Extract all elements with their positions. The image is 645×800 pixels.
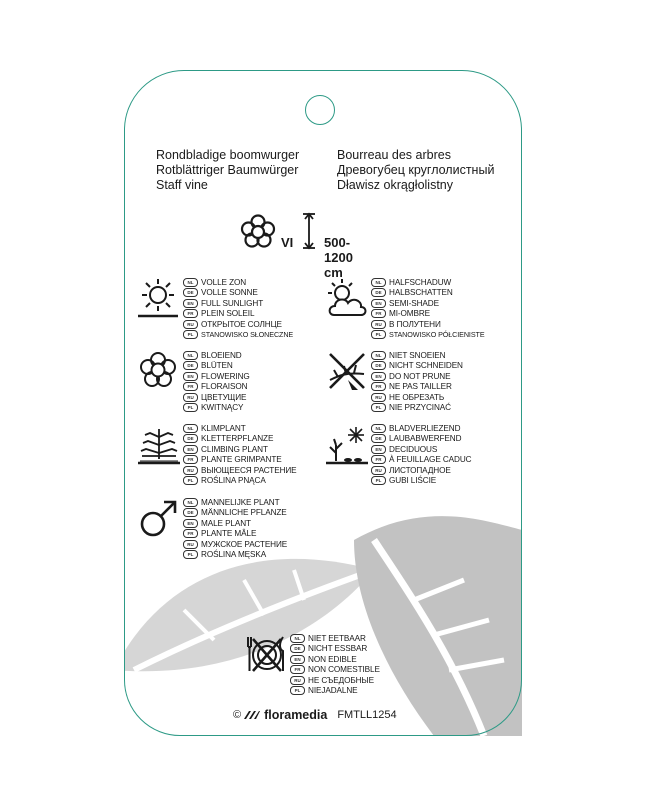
lang-code: PL xyxy=(183,403,198,412)
lang-code: DE xyxy=(183,288,198,297)
noteat-de: NICHT ESSBAR xyxy=(308,644,368,654)
footer xyxy=(233,708,397,722)
halfshade-fr: MI-OMBRE xyxy=(389,309,431,319)
name-nl: Rondbladige boomwurger xyxy=(156,148,300,162)
lang-code: FR xyxy=(183,309,198,318)
lang-code: NL xyxy=(371,351,386,360)
lang-code: NL xyxy=(371,424,386,433)
height-arrow-icon xyxy=(301,212,317,250)
deciduous-nl: BLADVERLIEZEND xyxy=(389,423,461,433)
flowering-nl: BLOEIEND xyxy=(201,350,242,360)
climbing-ru: ВЫЮЩЕЕСЯ РАСТЕНИЕ xyxy=(201,465,297,475)
flowering-en: FLOWERING xyxy=(201,371,250,381)
name-fr: Bourreau des arbres xyxy=(337,148,451,162)
flowering-pl: KWITNĄCY xyxy=(201,403,244,413)
not-edible-icon xyxy=(245,633,287,675)
climbing-pl: ROŚLINA PNĄCA xyxy=(201,476,266,486)
flowering-fr: FLORAISON xyxy=(201,382,248,392)
lang-code: FR xyxy=(371,382,386,391)
name-ru: Древогубец круглолистный xyxy=(337,163,495,177)
noprune-ru: НЕ ОБРЕЗАТЬ xyxy=(389,392,445,402)
height-range: 500-1200 cm xyxy=(324,235,353,280)
lang-code: DE xyxy=(183,508,198,517)
no-prune-icon xyxy=(326,350,368,392)
name-de: Rotblättriger Baumwürger xyxy=(156,163,299,177)
deciduous-ru: ЛИСТОПАДНОЕ xyxy=(389,465,451,475)
plant-names-left xyxy=(156,148,299,193)
halfshade-ru: В ПОЛУТЕНИ xyxy=(389,319,441,329)
male-ru: МУЖСКОЕ РАСТЕНИЕ xyxy=(201,539,288,549)
sun-pl: STANOWISKO SŁONECZNE xyxy=(201,330,294,340)
deciduous-fr: À FEUILLAGE CADUC xyxy=(389,455,472,465)
lang-code: PL xyxy=(371,403,386,412)
lang-code: DE xyxy=(371,361,386,370)
climbing-plant-icon xyxy=(138,423,180,465)
lang-code: PL xyxy=(183,476,198,485)
plant-names-right xyxy=(337,148,494,193)
lang-code: DE xyxy=(183,361,198,370)
lang-code: RU xyxy=(371,320,386,329)
flowering-month: VI xyxy=(281,235,294,250)
lang-code: RU xyxy=(290,676,305,685)
name-pl: Dławisz okrągłolistny xyxy=(337,178,454,192)
lang-code: FR xyxy=(183,529,198,538)
deciduous-de: LAUBABWERFEND xyxy=(389,434,462,444)
lang-code: EN xyxy=(371,372,386,381)
lang-code: DE xyxy=(290,644,305,653)
deciduous-pl: GUBI LIŚCIE xyxy=(389,476,437,486)
lang-code: PL xyxy=(290,686,305,695)
flower-icon xyxy=(138,350,178,390)
halfshade-en: SEMI-SHADE xyxy=(389,298,439,308)
male-fr: PLANTE MÂLE xyxy=(201,529,257,539)
name-en: Staff vine xyxy=(156,178,208,192)
lang-code: FR xyxy=(371,309,386,318)
lang-code: NL xyxy=(183,351,198,360)
lang-code: NL xyxy=(183,278,198,287)
sun-de: VOLLE SONNE xyxy=(201,288,258,298)
male-de: MÄNNLICHE PFLANZE xyxy=(201,508,287,518)
copyright-symbol: © xyxy=(233,709,242,721)
climbing-en: CLIMBING PLANT xyxy=(201,444,268,454)
halfshade-nl: HALFSCHADUW xyxy=(389,277,452,287)
noprune-en: DO NOT PRUNE xyxy=(389,371,451,381)
climbing-nl: KLIMPLANT xyxy=(201,423,246,433)
lang-code: RU xyxy=(183,466,198,475)
lang-code: DE xyxy=(371,288,386,297)
noteat-ru: НЕ СЪЕДОБНЫЕ xyxy=(308,675,374,685)
lang-code: PL xyxy=(371,330,386,339)
sun-nl: VOLLE ZON xyxy=(201,277,247,287)
male-nl: MANNELIJKE PLANT xyxy=(201,497,280,507)
flowering-ru: ЦВЕТУЩИЕ xyxy=(201,392,247,402)
noteat-nl: NIET EETBAAR xyxy=(308,633,366,643)
product-code: FMTLL1254 xyxy=(337,709,397,721)
half-shade-icon xyxy=(326,277,368,319)
lang-code: NL xyxy=(183,498,198,507)
lang-code: RU xyxy=(371,393,386,402)
halfshade-pl: STANOWISKO PÓŁCIENISTE xyxy=(389,330,485,340)
noprune-fr: NE PAS TAILLER xyxy=(389,382,452,392)
lang-code: FR xyxy=(183,455,198,464)
lang-code: DE xyxy=(183,434,198,443)
male-symbol-icon xyxy=(138,497,180,539)
lang-code: EN xyxy=(290,655,305,664)
lang-code: RU xyxy=(183,540,198,549)
lang-code: NL xyxy=(183,424,198,433)
lang-code: NL xyxy=(371,278,386,287)
lang-code: PL xyxy=(371,476,386,485)
lang-code: FR xyxy=(371,455,386,464)
lang-code: PL xyxy=(183,330,198,339)
deciduous-en: DECIDUOUS xyxy=(389,444,438,454)
sun-en: FULL SUNLIGHT xyxy=(201,298,264,308)
deciduous-icon xyxy=(326,423,368,465)
sun-icon xyxy=(138,277,178,319)
lang-code: RU xyxy=(371,466,386,475)
lang-code: DE xyxy=(371,434,386,443)
lang-code: EN xyxy=(371,299,386,308)
lang-code: NL xyxy=(290,634,305,643)
climbing-de: KLETTERPFLANZE xyxy=(201,434,274,444)
lang-code: EN xyxy=(371,445,386,454)
noteat-pl: NIEJADALNE xyxy=(308,686,358,696)
lang-code: EN xyxy=(183,445,198,454)
noprune-pl: NIE PRZYCINAĆ xyxy=(389,403,451,413)
sun-ru: ОТКРЫТОЕ СОЛНЦЕ xyxy=(201,319,282,329)
noprune-nl: NIET SNOEIEN xyxy=(389,350,446,360)
brand-name: floramedia xyxy=(264,708,328,722)
lang-code: EN xyxy=(183,372,198,381)
male-pl: ROŚLINA MĘSKA xyxy=(201,550,267,560)
flowering-de: BLÜTEN xyxy=(201,361,233,371)
lang-code: FR xyxy=(290,665,305,674)
floramedia-logo-icon xyxy=(244,710,260,720)
lang-code: PL xyxy=(183,550,198,559)
climbing-fr: PLANTE GRIMPANTE xyxy=(201,455,282,465)
flower-icon xyxy=(238,212,278,252)
hang-hole xyxy=(305,95,335,125)
lang-code: EN xyxy=(183,299,198,308)
noprune-de: NICHT SCHNEIDEN xyxy=(389,361,463,371)
lang-code: RU xyxy=(183,393,198,402)
halfshade-de: HALBSCHATTEN xyxy=(389,288,453,298)
lang-code: RU xyxy=(183,320,198,329)
male-en: MALE PLANT xyxy=(201,518,251,528)
noteat-en: NON EDIBLE xyxy=(308,654,357,664)
lang-code: FR xyxy=(183,382,198,391)
lang-code: EN xyxy=(183,519,198,528)
noteat-fr: NON COMESTIBLE xyxy=(308,665,380,675)
sun-fr: PLEIN SOLEIL xyxy=(201,309,255,319)
